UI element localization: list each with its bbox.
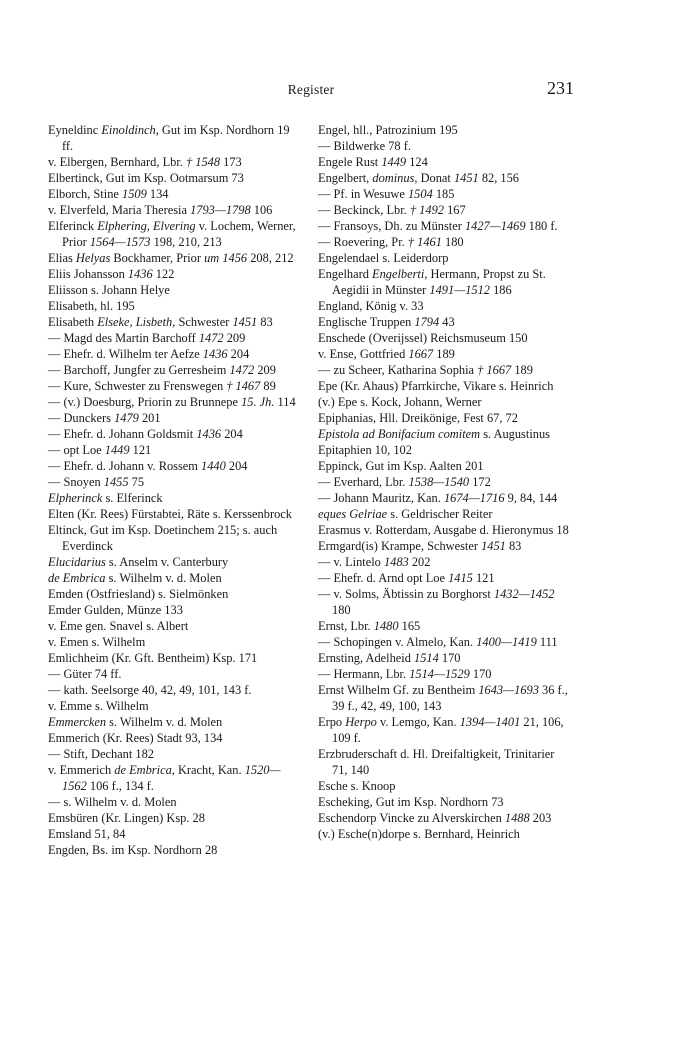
entry-text-segment: 36 f., 39 f., 42, 49, 100, 143 [332,683,568,713]
entry-text-segment: 204 [221,427,243,441]
index-entry [48,490,300,506]
index-entry [318,826,572,842]
index-entry [48,298,300,314]
entry-italic-segment: 1455 [103,475,129,489]
entry-text-segment: 180 [332,603,351,617]
index-entry [318,394,572,410]
index-entry [48,250,300,266]
entry-italic-segment: eques Gelriae [318,507,388,521]
entry-text-segment: Elten (Kr. Rees) Fürstabtei, Räte s. Kerssenbrock [48,507,292,521]
entry-text-segment: Kracht, Kan. [174,763,245,777]
index-entry [48,602,300,618]
index-entry [318,138,572,154]
entry-text-segment: Donat [417,171,454,185]
index-entry [318,346,572,362]
entry-italic-segment: 1514—1529 [409,667,470,681]
index-entry [48,458,300,474]
entry-italic-segment: Engelberti, [372,267,428,281]
entry-text-segment: v. Lochem, Werner, Prior [62,219,296,249]
entry-italic-segment: 1451 [481,539,506,553]
entry-italic-segment: 1674—1716 [443,491,505,505]
entry-text-segment: v. Elbergen, Bernhard, Lbr. [48,155,186,169]
entry-text-segment: v. Lemgo, Kan. [376,715,460,729]
entry-italic-segment: 1520—1562 [62,763,281,793]
entry-text-segment: 167 [443,203,466,217]
entry-text-segment: Esche s. Knoop [318,779,396,793]
entry-italic-segment: 1564—1573 [89,235,151,249]
entry-text-segment: 165 [398,619,421,633]
index-entry [318,314,572,330]
index-entry [318,378,572,394]
entry-italic-segment: 1538—1540 [408,475,470,489]
index-entry [48,426,300,442]
entry-text-segment: 180 [441,235,464,249]
entry-text-segment: Ernsting, Adelheid [318,651,415,665]
index-column-right [318,122,572,842]
index-entry [48,730,300,746]
entry-text-segment: Elias [48,251,76,265]
entry-italic-segment: † 1667 [477,363,512,377]
index-entry [48,394,300,410]
entry-italic-segment: 1449 [381,155,407,169]
entry-text-segment: — Beckinck, Lbr. [318,203,410,217]
entry-text-segment: — Snoyen [48,475,104,489]
entry-text-segment: — Stift, Dechant 182 [48,747,154,761]
entry-italic-segment: 1514 [414,651,439,665]
entry-text-segment: (v.) Esche(n)dorpe s. Bernhard, Heinrich [318,827,520,841]
index-entry [318,298,572,314]
entry-text-segment: Eliis Johansson [48,267,128,281]
index-entry [48,650,300,666]
index-entry [318,618,572,634]
entry-text-segment: 83 [257,315,273,329]
entry-text-segment: Ernst Wilhelm Gf. zu Bentheim [318,683,479,697]
entry-text-segment: Epiphanias, Hll. Dreikönige, Fest 67, 72 [318,411,518,425]
entry-text-segment: 170 [438,651,461,665]
entry-italic-segment: 1483 [383,555,409,569]
index-entry [318,810,572,826]
entry-text-segment: Englische Truppen [318,315,415,329]
entry-italic-segment: 1480 [373,619,399,633]
entry-text-segment: v. Emmerich [48,763,115,777]
entry-italic-segment: 1472 [198,331,224,345]
index-entry [48,746,300,762]
entry-text-segment: 185 [432,187,455,201]
index-column-left [48,122,300,858]
index-entry [318,154,572,170]
index-entry [318,666,572,682]
entry-text-segment: Elferinck [48,219,98,233]
index-entry [48,474,300,490]
entry-text-segment: — Johann Mauritz, Kan. [318,491,444,505]
index-entry [318,170,572,186]
running-title: Register [287,82,335,97]
entry-italic-segment: 1491—1512 [429,283,490,297]
index-entry [318,362,572,378]
entry-italic-segment: 1451 [453,171,479,185]
entry-text-segment: — Magd des Martin Barchoff [48,331,199,345]
index-entry [318,570,572,586]
index-entry [318,474,572,490]
entry-text-segment: — Dunckers [48,411,115,425]
entry-text-segment: 209 [223,331,246,345]
index-entry [48,634,300,650]
entry-italic-segment: Emmercken [48,715,107,729]
entry-text-segment: 209 [254,363,276,377]
index-entry [318,650,572,666]
entry-text-segment: 172 [469,475,491,489]
entry-text-segment: 134 [146,187,169,201]
entry-text-segment: — Barchoff, Jungfer zu Gerresheim [48,363,230,377]
entry-italic-segment: 1793—1798 [190,203,251,217]
index-entry [48,346,300,362]
entry-text-segment: — Pf. in Wesuwe [318,187,408,201]
index-entry [318,794,572,810]
index-entry [48,682,300,698]
index-entry [48,762,300,794]
index-entry [48,122,300,154]
entry-text-segment: s. Geldrischer Reiter [387,507,493,521]
entry-text-segment: Bockhamer, Prior [110,251,205,265]
entry-italic-segment: 1436 [202,347,228,361]
index-entry [48,586,300,602]
entry-text-segment: 124 [406,155,428,169]
index-entry [318,522,572,538]
entry-text-segment: — kath. Seelsorge 40, 42, 49, 101, 143 f. [48,683,252,697]
entry-text-segment: Ermgard(is) Krampe, Schwester [318,539,482,553]
index-entry [48,826,300,842]
entry-text-segment: Enschede (Overijssel) Reichsmuseum 150 [318,331,528,345]
entry-italic-segment: 1427—1469 [464,219,526,233]
entry-text-segment: 201 [138,411,161,425]
entry-text-segment: 106 [250,203,273,217]
entry-text-segment: Erzbruderschaft d. Hl. Dreifaltigkeit, Trinitarier 71, 140 [318,747,555,777]
entry-text-segment: Elbertinck, Gut im Ksp. Ootmarsum 73 [48,171,244,185]
index-entry [318,458,572,474]
entry-text-segment: — v. Lintelo [318,555,384,569]
entry-text-segment: 121 [472,571,495,585]
entry-text-segment: Gut im Ksp. Nordhorn 19 ff. [62,123,290,153]
entry-text-segment: Emder Gulden, Münze 133 [48,603,183,617]
entry-text-segment: s. Wilhelm v. d. Molen [106,715,223,729]
entry-text-segment: Engele Rust [318,155,382,169]
entry-italic-segment: 1436 [127,267,153,281]
entry-italic-segment: 1509 [122,187,147,201]
index-entry [48,266,300,282]
entry-text-segment: 75 [128,475,145,489]
entry-text-segment: Eschendorp Vincke zu Alverskirchen [318,811,505,825]
entry-text-segment: — Fransoys, Dh. zu Münster [318,219,465,233]
entry-text-segment: — Hermann, Lbr. [318,667,410,681]
entry-text-segment: 114 [274,395,296,409]
entry-text-segment: Emlichheim (Kr. Gft. Bentheim) Ksp. 171 [48,651,258,665]
entry-text-segment: v. Ense, Gottfried [318,347,409,361]
entry-text-segment: Erasmus v. Rotterdam, Ausgabe d. Hieronymus 18 [318,523,569,537]
page-number: 231 [547,78,574,98]
entry-text-segment: Erpo [318,715,346,729]
index-entry [318,778,572,794]
entry-italic-segment: 1479 [114,411,139,425]
index-entry [48,666,300,682]
entry-italic-segment: Herpo [345,715,377,729]
index-entry [318,218,572,234]
page-header [48,80,574,102]
entry-text-segment: Elborch, Stine [48,187,122,201]
index-entry [318,682,572,714]
entry-text-segment: 111 [536,635,558,649]
entry-text-segment: Emden (Ostfriesland) s. Sielmönken [48,587,229,601]
entry-text-segment: 83 [505,539,522,553]
entry-text-segment: — zu Scheer, Katharina Sophia [318,363,478,377]
entry-italic-segment: 15. Jh. [241,395,275,409]
index-entry [318,490,572,506]
entry-text-segment: — Ehefr. d. Johann v. Rossem [48,459,202,473]
entry-text-segment: 121 [129,443,152,457]
entry-text-segment: — (v.) Doesburg, Priorin zu Brunnepe [48,395,242,409]
entry-text-segment: 186 [490,283,512,297]
index-entry [318,746,572,778]
index-entry [48,506,300,522]
index-entry [48,362,300,378]
entry-text-segment: Engden, Bs. im Ksp. Nordhorn 28 [48,843,218,857]
entry-text-segment: Escheking, Gut im Ksp. Nordhorn 73 [318,795,504,809]
index-entry [318,506,572,522]
entry-italic-segment: Elphering, Elvering [97,219,196,233]
entry-italic-segment: 1643—1693 [478,683,539,697]
entry-italic-segment: 1488 [504,811,530,825]
index-entry [48,810,300,826]
entry-text-segment: 21, 106, 109 f. [332,715,564,745]
entry-text-segment: 208, 212 [247,251,294,265]
entry-text-segment: v. Emen s. Wilhelm [48,635,146,649]
entry-text-segment: 198, 210, 213 [150,235,222,249]
index-entry [48,378,300,394]
index-entry [318,426,572,442]
entry-italic-segment: 1432—1452 [493,587,555,601]
entry-text-segment: — opt Loe [48,443,105,457]
entry-text-segment: — Ehefr. d. Johann Goldsmit [48,427,197,441]
index-entry [48,410,300,426]
entry-text-segment: — Schopingen v. Almelo, Kan. [318,635,477,649]
entry-text-segment: v. Emme s. Wilhelm [48,699,149,713]
entry-text-segment: England, König v. 33 [318,299,424,313]
entry-italic-segment: de Embrica [48,571,106,585]
entry-text-segment: (v.) Epe s. Kock, Johann, Werner [318,395,482,409]
index-entry [318,234,572,250]
index-entry [48,698,300,714]
index-entry [318,410,572,426]
entry-text-segment: 173 [220,155,242,169]
index-entry [48,202,300,218]
entry-text-segment: — Ehefr. d. Wilhelm ter Aefze [48,347,203,361]
entry-italic-segment: 1449 [104,443,130,457]
entry-text-segment: 180 f. [525,219,558,233]
entry-text-segment: Engel, hll., Patrozinium 195 [318,123,458,137]
entry-text-segment: Engelbert, [318,171,373,185]
index-entry [318,586,572,618]
entry-text-segment: 82, 156 [478,171,520,185]
index-entry [48,618,300,634]
entry-text-segment: 170 [469,667,492,681]
entry-text-segment: — Roevering, Pr. [318,235,408,249]
entry-text-segment: 203 [529,811,552,825]
index-entry [318,554,572,570]
entry-text-segment: 9, 84, 144 [504,491,558,505]
entry-text-segment: Elisabeth [48,315,98,329]
entry-text-segment: Hermann, Propst zu St. Aegidii in Münster [332,267,546,297]
entry-text-segment: 89 [260,379,276,393]
index-entry [48,842,300,858]
entry-text-segment: v. Eme gen. Snavel s. Albert [48,619,189,633]
index-entry [318,250,572,266]
entry-italic-segment: 1472 [229,363,255,377]
entry-italic-segment: Elpherinck [48,491,103,505]
index-entry [48,314,300,330]
entry-italic-segment: 1436 [196,427,222,441]
entry-text-segment: — Kure, Schwester zu Frenswegen [48,379,227,393]
entry-text-segment: 204 [225,459,248,473]
index-entry [48,794,300,810]
entry-italic-segment: † 1548 [185,155,221,169]
entry-italic-segment: 1504 [407,187,433,201]
entry-text-segment: Epe (Kr. Ahaus) Pfarrkirche, Vikare s. Heinrich [318,379,554,393]
entry-text-segment: Epitaphien 10, 102 [318,443,412,457]
entry-text-segment: Engelhard [318,267,373,281]
entry-text-segment: — Ehefr. d. Arnd opt Loe [318,571,449,585]
entry-text-segment: s. Augustinus [480,427,550,441]
index-entry [318,266,572,298]
entry-italic-segment: Helyas [75,251,111,265]
entry-italic-segment: um 1456 [204,251,248,265]
entry-text-segment: 202 [408,555,431,569]
entry-italic-segment: 1400—1419 [476,635,537,649]
index-entry [318,538,572,554]
index-entry [48,218,300,250]
index-entry [318,634,572,650]
entry-text-segment: 106 f., 134 f. [86,779,154,793]
entry-text-segment: Elisabeth, hl. 195 [48,299,135,313]
index-entry [48,714,300,730]
entry-italic-segment: dominus, [372,171,418,185]
index-entry [318,202,572,218]
entry-text-segment: 43 [439,315,455,329]
entry-text-segment: — v. Solms, Äbtissin zu Borghorst [318,587,494,601]
index-entry [48,154,300,170]
index-entry [48,442,300,458]
entry-italic-segment: Epistola ad Bonifacium comitem [318,427,481,441]
entry-text-segment: Emmerich (Kr. Rees) Stadt 93, 134 [48,731,223,745]
entry-text-segment: s. Anselm v. Canterbury [105,555,229,569]
index-entry [48,570,300,586]
entry-text-segment: Eppinck, Gut im Ksp. Aalten 201 [318,459,484,473]
entry-text-segment: 189 [511,363,533,377]
entry-italic-segment: 1394—1401 [459,715,521,729]
index-entry [318,186,572,202]
entry-italic-segment: † 1461 [407,235,442,249]
index-entry [318,122,572,138]
entry-text-segment: Engelendael s. Leiderdorp [318,251,449,265]
entry-italic-segment: Einoldinch, [101,123,159,137]
entry-italic-segment: 1440 [201,459,226,473]
index-entry [48,282,300,298]
entry-text-segment: Emsbüren (Kr. Lingen) Ksp. 28 [48,811,205,825]
entry-text-segment: Eliisson s. Johann Helye [48,283,170,297]
entry-text-segment: v. Elverfeld, Maria Theresia [48,203,191,217]
entry-text-segment: Emsland 51, 84 [48,827,126,841]
entry-text-segment: s. Wilhelm v. d. Molen [105,571,222,585]
entry-text-segment: — Güter 74 ff. [48,667,122,681]
index-entry [48,170,300,186]
index-entry [318,442,572,458]
entry-italic-segment: Elucidarius [48,555,106,569]
entry-text-segment: — s. Wilhelm v. d. Molen [48,795,177,809]
entry-italic-segment: † 1467 [226,379,261,393]
index-entry [318,330,572,346]
entry-text-segment: s. Elferinck [102,491,163,505]
entry-text-segment: 122 [152,267,175,281]
index-entry [48,522,300,554]
entry-text-segment: 204 [227,347,250,361]
entry-italic-segment: 1794 [414,315,440,329]
entry-text-segment: Schwester [175,315,233,329]
entry-text-segment: Eyneldinc [48,123,102,137]
entry-italic-segment: 1451 [232,315,258,329]
entry-text-segment: 189 [433,347,455,361]
entry-italic-segment: † 1492 [409,203,444,217]
entry-text-segment: — Everhard, Lbr. [318,475,409,489]
entry-italic-segment: Elseke, Lisbeth, [97,315,176,329]
entry-italic-segment: 1667 [408,347,434,361]
entry-italic-segment: de Embrica, [114,763,175,777]
index-entry [318,714,572,746]
entry-text-segment: — Bildwerke 78 f. [318,139,411,153]
index-entry [48,554,300,570]
index-entry [48,186,300,202]
entry-text-segment: Eltinck, Gut im Ksp. Doetinchem 215; s. auch Everdinck [48,523,278,553]
index-entry [48,330,300,346]
entry-italic-segment: 1415 [448,571,473,585]
entry-text-segment: Ernst, Lbr. [318,619,374,633]
